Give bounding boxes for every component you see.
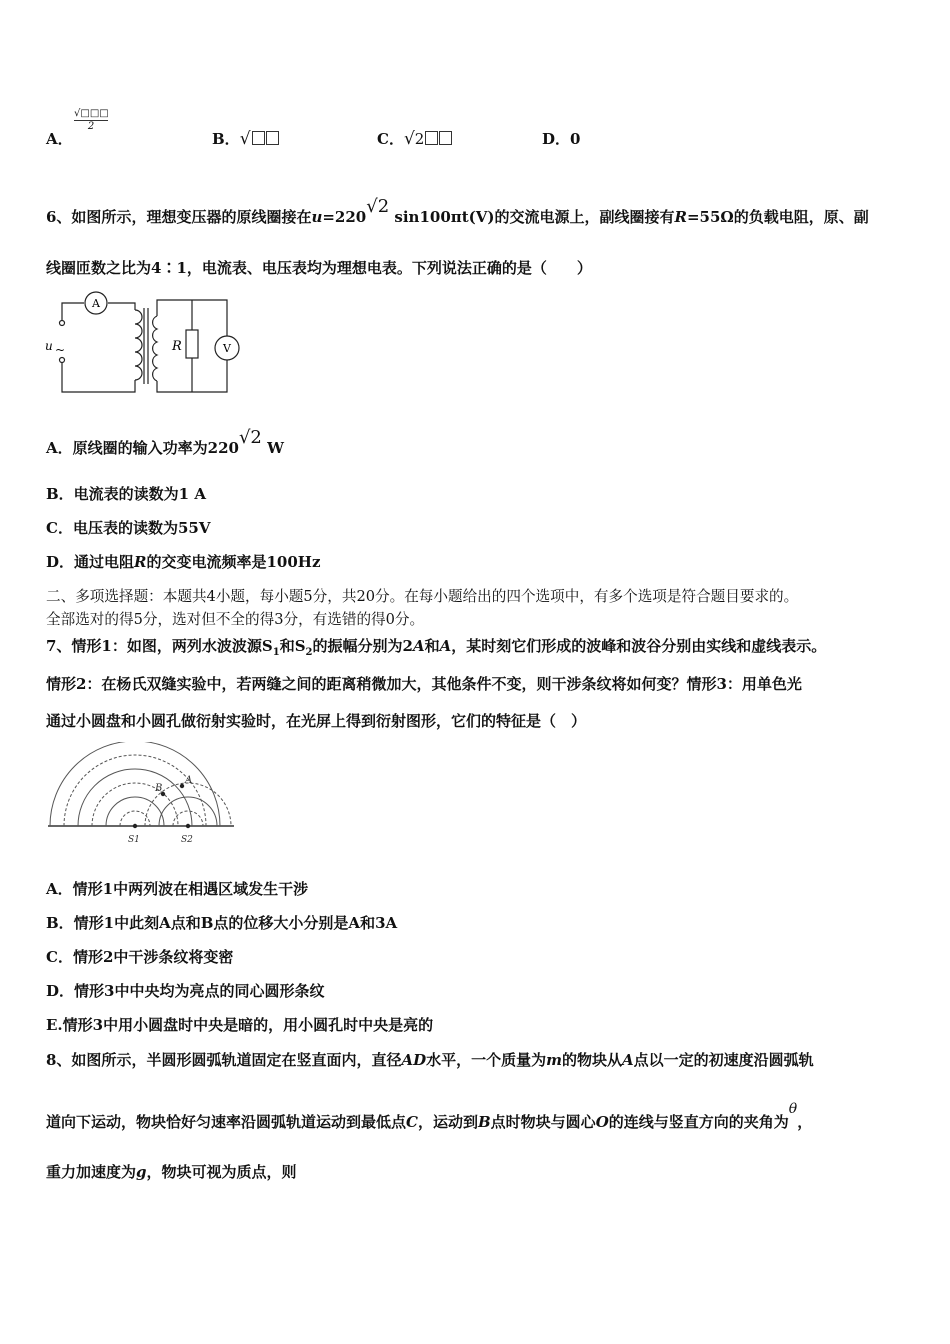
var-g: g	[136, 1163, 147, 1181]
q7-stem-line1	[46, 636, 826, 663]
var-a: A	[439, 637, 452, 655]
q7-option-a: A．情形1中两列波在相遇区域发生干涉	[46, 880, 309, 898]
option-d-value: 0	[570, 130, 581, 148]
text: 重力加速度为	[46, 1163, 137, 1181]
text: =220	[322, 208, 367, 226]
prev-option-d	[542, 128, 580, 149]
source-symbol: ~	[55, 343, 66, 357]
text: 6、如图所示，理想变压器的原线圈接在	[46, 208, 312, 226]
text: 7、情形1：如图，两列水波波源S	[46, 637, 273, 655]
var-u: u	[311, 208, 323, 226]
ammeter-label: A	[92, 297, 100, 310]
secondary-coil-icon	[153, 316, 157, 381]
terminal-top	[60, 321, 65, 326]
q7-option-d: D．情形3中中央均为亮点的同心圆形条纹	[46, 982, 325, 1000]
q6-option-d	[46, 552, 321, 572]
q6-option-a	[46, 427, 284, 458]
sqrt-symbol: √	[239, 129, 251, 149]
q7-stem-line2: 情形2：在杨氏双缝实验中，若两缝之间的距离稍微加大，其他条件不变，则干涉条纹将如何变？情形3：用单色光	[46, 675, 802, 693]
prev-option-a	[46, 128, 73, 149]
text: ，物块可视为质点，则	[146, 1163, 297, 1181]
placeholder-glyph-icon	[439, 131, 452, 145]
text: 和S	[279, 637, 306, 655]
source-label: u	[45, 339, 53, 353]
option-c-label: C．	[377, 130, 404, 148]
resistor-label: R	[172, 339, 182, 354]
sqrt-2: √2	[366, 196, 390, 217]
var-b: B	[477, 1113, 491, 1131]
text: 和	[424, 637, 440, 655]
text: 点时物块与圆心	[490, 1113, 596, 1131]
q7-option-c: C．情形2中干涉条纹将变密	[46, 948, 234, 966]
q6-option-c: C．电压表的读数为55V	[46, 519, 211, 537]
q8-stem-line1	[46, 1050, 814, 1070]
var-a: A	[622, 1051, 634, 1069]
s1-point	[133, 824, 137, 828]
var-ad: AD	[401, 1051, 427, 1069]
text: =55Ω的负载电阻，原、副	[686, 208, 869, 226]
text: 的振幅分别为2	[312, 637, 413, 655]
label-b: B	[155, 783, 163, 794]
text: ，某时刻它们形成的波峰和波谷分别由实线和虚线表示。	[451, 637, 827, 655]
q8-stem-line2	[46, 1101, 813, 1133]
text: ，运动到	[417, 1113, 478, 1131]
resistor-icon	[186, 330, 198, 358]
text: 8、如图所示，半圆形圆弧轨道固定在竖直面内，直径	[46, 1051, 402, 1069]
sqrt-2: √2	[238, 427, 262, 448]
text: sin100πt(V)的交流电源上，副线圈接有	[389, 208, 675, 226]
fraction-denominator: 2	[87, 121, 95, 132]
prev-option-b	[212, 128, 279, 149]
text: W	[261, 439, 284, 457]
var-theta: θ	[788, 1101, 798, 1117]
label-s2: S2	[181, 835, 193, 845]
label-s1: S1	[128, 835, 140, 845]
option-a-label: A．	[46, 130, 73, 148]
q7-option-e: E.情形3中用小圆盘时中央是暗的，用小圆孔时中央是亮的	[46, 1016, 434, 1034]
var-o: O	[595, 1113, 609, 1131]
text: ，	[797, 1113, 813, 1131]
text: D．通过电阻	[46, 553, 135, 571]
q6-stem-line1	[46, 196, 869, 227]
wave-interference-figure	[44, 742, 239, 848]
text: 水平，一个质量为	[426, 1051, 547, 1069]
sqrt-symbol: √	[403, 129, 415, 149]
section2-line2: 全部选对的得5分，选对但不全的得3分，有选错的得0分。	[46, 611, 425, 628]
text: 的交变电流频率是100Hz	[146, 553, 321, 571]
placeholder-glyph-icon	[252, 131, 265, 145]
transformer-circuit-figure	[40, 288, 250, 398]
prev-option-c	[377, 128, 452, 149]
option-d-label: D．	[542, 130, 571, 148]
label-a: A	[185, 775, 193, 786]
section2-line1: 二、多项选择题：本题共4小题，每小题5分，共20分。在每小题给出的四个选项中，有多个选项是符合题目要求的。	[46, 588, 799, 605]
text: 的物块从	[562, 1051, 623, 1069]
text: 的连线与竖直方向的夹角为	[608, 1113, 789, 1131]
q6-option-b: B．电流表的读数为1 A	[46, 485, 206, 503]
option-b-label: B．	[212, 130, 240, 148]
q7-stem-line3: 通过小圆盘和小圆孔做衍射实验时，在光屏上得到衍射图形，它们的特征是（ ）	[46, 712, 587, 730]
text: A．原线圈的输入功率为220	[46, 439, 239, 457]
primary-coil-icon	[135, 310, 142, 380]
point-a	[180, 784, 184, 788]
subscript: 2	[305, 647, 313, 658]
voltmeter-label: V	[223, 342, 231, 355]
var-a: A	[412, 637, 425, 655]
placeholder-glyph-icon	[425, 131, 438, 145]
var-m: m	[546, 1051, 562, 1069]
sqrt-number: 2	[414, 130, 425, 148]
s2-point	[186, 824, 190, 828]
subscript: 1	[272, 647, 280, 658]
var-r: R	[134, 553, 147, 571]
text: 点以一定的初速度沿圆弧轨	[633, 1051, 814, 1069]
text: 道向下运动，物块恰好匀速率沿圆弧轨道运动到最低点	[46, 1113, 407, 1131]
q8-stem-line3	[46, 1162, 297, 1182]
var-c: C	[406, 1113, 418, 1131]
placeholder-glyph-icon	[266, 131, 279, 145]
q7-option-b: B．情形1中此刻A点和B点的位移大小分别是A和3A	[46, 914, 398, 932]
q6-stem-line2: 线圈匝数之比为4∶1，电流表、电压表均为理想电表。下列说法正确的是（ ）	[46, 259, 592, 277]
terminal-bottom	[60, 358, 65, 363]
fraction-numerator: √□□□	[74, 108, 109, 119]
option-a-fraction	[74, 108, 108, 133]
var-r: R	[674, 208, 687, 226]
